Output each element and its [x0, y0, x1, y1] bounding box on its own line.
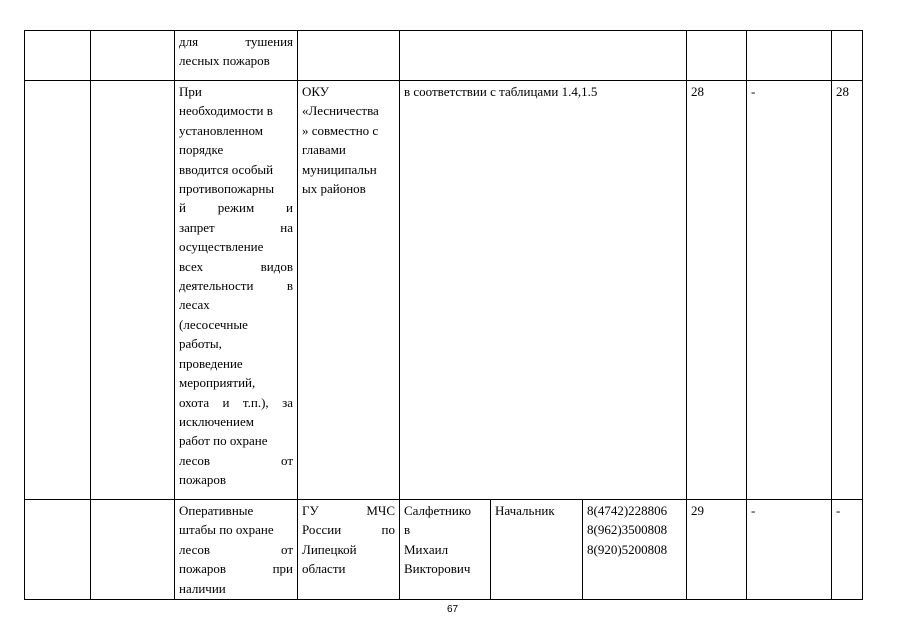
document-table — [24, 30, 863, 600]
cell-n2 — [747, 81, 832, 500]
measure-line: деятельности в — [179, 278, 293, 294]
measure-line: пожаров — [179, 472, 227, 488]
executor-line: муниципальн — [302, 161, 377, 177]
cell-n2 — [747, 500, 832, 600]
cell-n3 — [832, 31, 863, 81]
value-n1: 29 — [691, 503, 704, 518]
person-line: в — [404, 522, 411, 538]
measure-line: При — [179, 84, 202, 99]
cell-measure — [175, 31, 298, 81]
cell-number — [25, 500, 91, 600]
value-n1: 28 — [691, 84, 704, 99]
executor-line: » совместно с — [302, 122, 379, 138]
measure-line: охота и т.п.), за — [179, 394, 293, 410]
cell-contact — [400, 31, 687, 81]
measure-line: установленном — [179, 122, 263, 138]
phone-number: 8(962)3500808 — [587, 522, 668, 538]
measure-line: для тушения — [179, 34, 293, 49]
measure-line: лесов от — [179, 452, 293, 468]
cell-contact — [400, 81, 687, 500]
measure-line: работ по охране — [179, 433, 268, 449]
measure-line: мероприятий, — [179, 375, 256, 391]
phone-number: 8(920)5200808 — [587, 541, 668, 557]
measure-line: необходимости в — [179, 103, 273, 119]
measure-line: пожаров при — [179, 561, 293, 577]
executor-line: России по — [302, 522, 395, 538]
executor-line: области — [302, 561, 346, 577]
measure-line: лесных пожаров — [179, 53, 270, 69]
executor-line: ОКУ — [302, 84, 330, 99]
cell-n3 — [832, 81, 863, 500]
cell-empty — [91, 31, 175, 81]
cell-executor — [298, 81, 400, 500]
executor-line: ых районов — [302, 181, 366, 197]
measure-line: противопожарны — [179, 181, 275, 197]
measure-line: исключением — [179, 413, 254, 429]
cell-number — [25, 81, 91, 500]
measure-line: (лесосечные — [179, 316, 248, 332]
cell-n1 — [687, 31, 747, 81]
measure-line: запрет на — [179, 219, 293, 235]
table-row — [25, 81, 863, 500]
measure-line: порядке — [179, 142, 224, 158]
measure-line: Оперативные — [179, 503, 254, 518]
executor-line: «Лесничества — [302, 103, 379, 119]
contact-reference: в соответствии с таблицами 1.4,1.5 — [404, 84, 598, 99]
table-row — [25, 31, 863, 81]
value-n3: - — [836, 503, 841, 518]
cell-phones — [583, 500, 687, 600]
value-n3: 28 — [836, 84, 849, 99]
page-number: 67 — [446, 604, 459, 615]
executor-line: ГУ МЧС — [302, 503, 395, 518]
cell-empty — [91, 81, 175, 500]
cell-n3 — [832, 500, 863, 600]
measure-line: наличии — [179, 580, 226, 596]
cell-n1 — [687, 81, 747, 500]
cell-person — [400, 500, 491, 600]
measure-line: вводится особый — [179, 161, 274, 177]
value-n2: - — [751, 503, 756, 518]
executor-line: Липецкой — [302, 541, 357, 557]
cell-executor — [298, 31, 400, 81]
cell-position — [491, 500, 583, 600]
measure-line: проведение — [179, 355, 243, 371]
measure-line: й режим и — [179, 200, 293, 216]
position-text: Начальник — [495, 503, 555, 518]
person-line: Викторович — [404, 561, 471, 577]
person-line: Салфетнико — [404, 503, 471, 518]
phone-number: 8(4742)228806 — [587, 503, 668, 518]
measure-line: осуществление — [179, 239, 264, 255]
person-line: Михаил — [404, 541, 449, 557]
measure-line: всех видов — [179, 258, 293, 274]
measure-line: работы, — [179, 336, 222, 352]
measure-line: лесах — [179, 297, 210, 313]
measure-line: штабы по охране — [179, 522, 274, 538]
value-n2: - — [751, 84, 756, 99]
cell-n2 — [747, 31, 832, 81]
cell-executor — [298, 500, 400, 600]
cell-n1 — [687, 500, 747, 600]
cell-empty — [91, 500, 175, 600]
cell-number — [25, 31, 91, 81]
table-row — [25, 500, 863, 600]
cell-measure — [175, 500, 298, 600]
measure-line: лесов от — [179, 541, 293, 557]
cell-measure — [175, 81, 298, 500]
executor-line: главами — [302, 142, 346, 158]
